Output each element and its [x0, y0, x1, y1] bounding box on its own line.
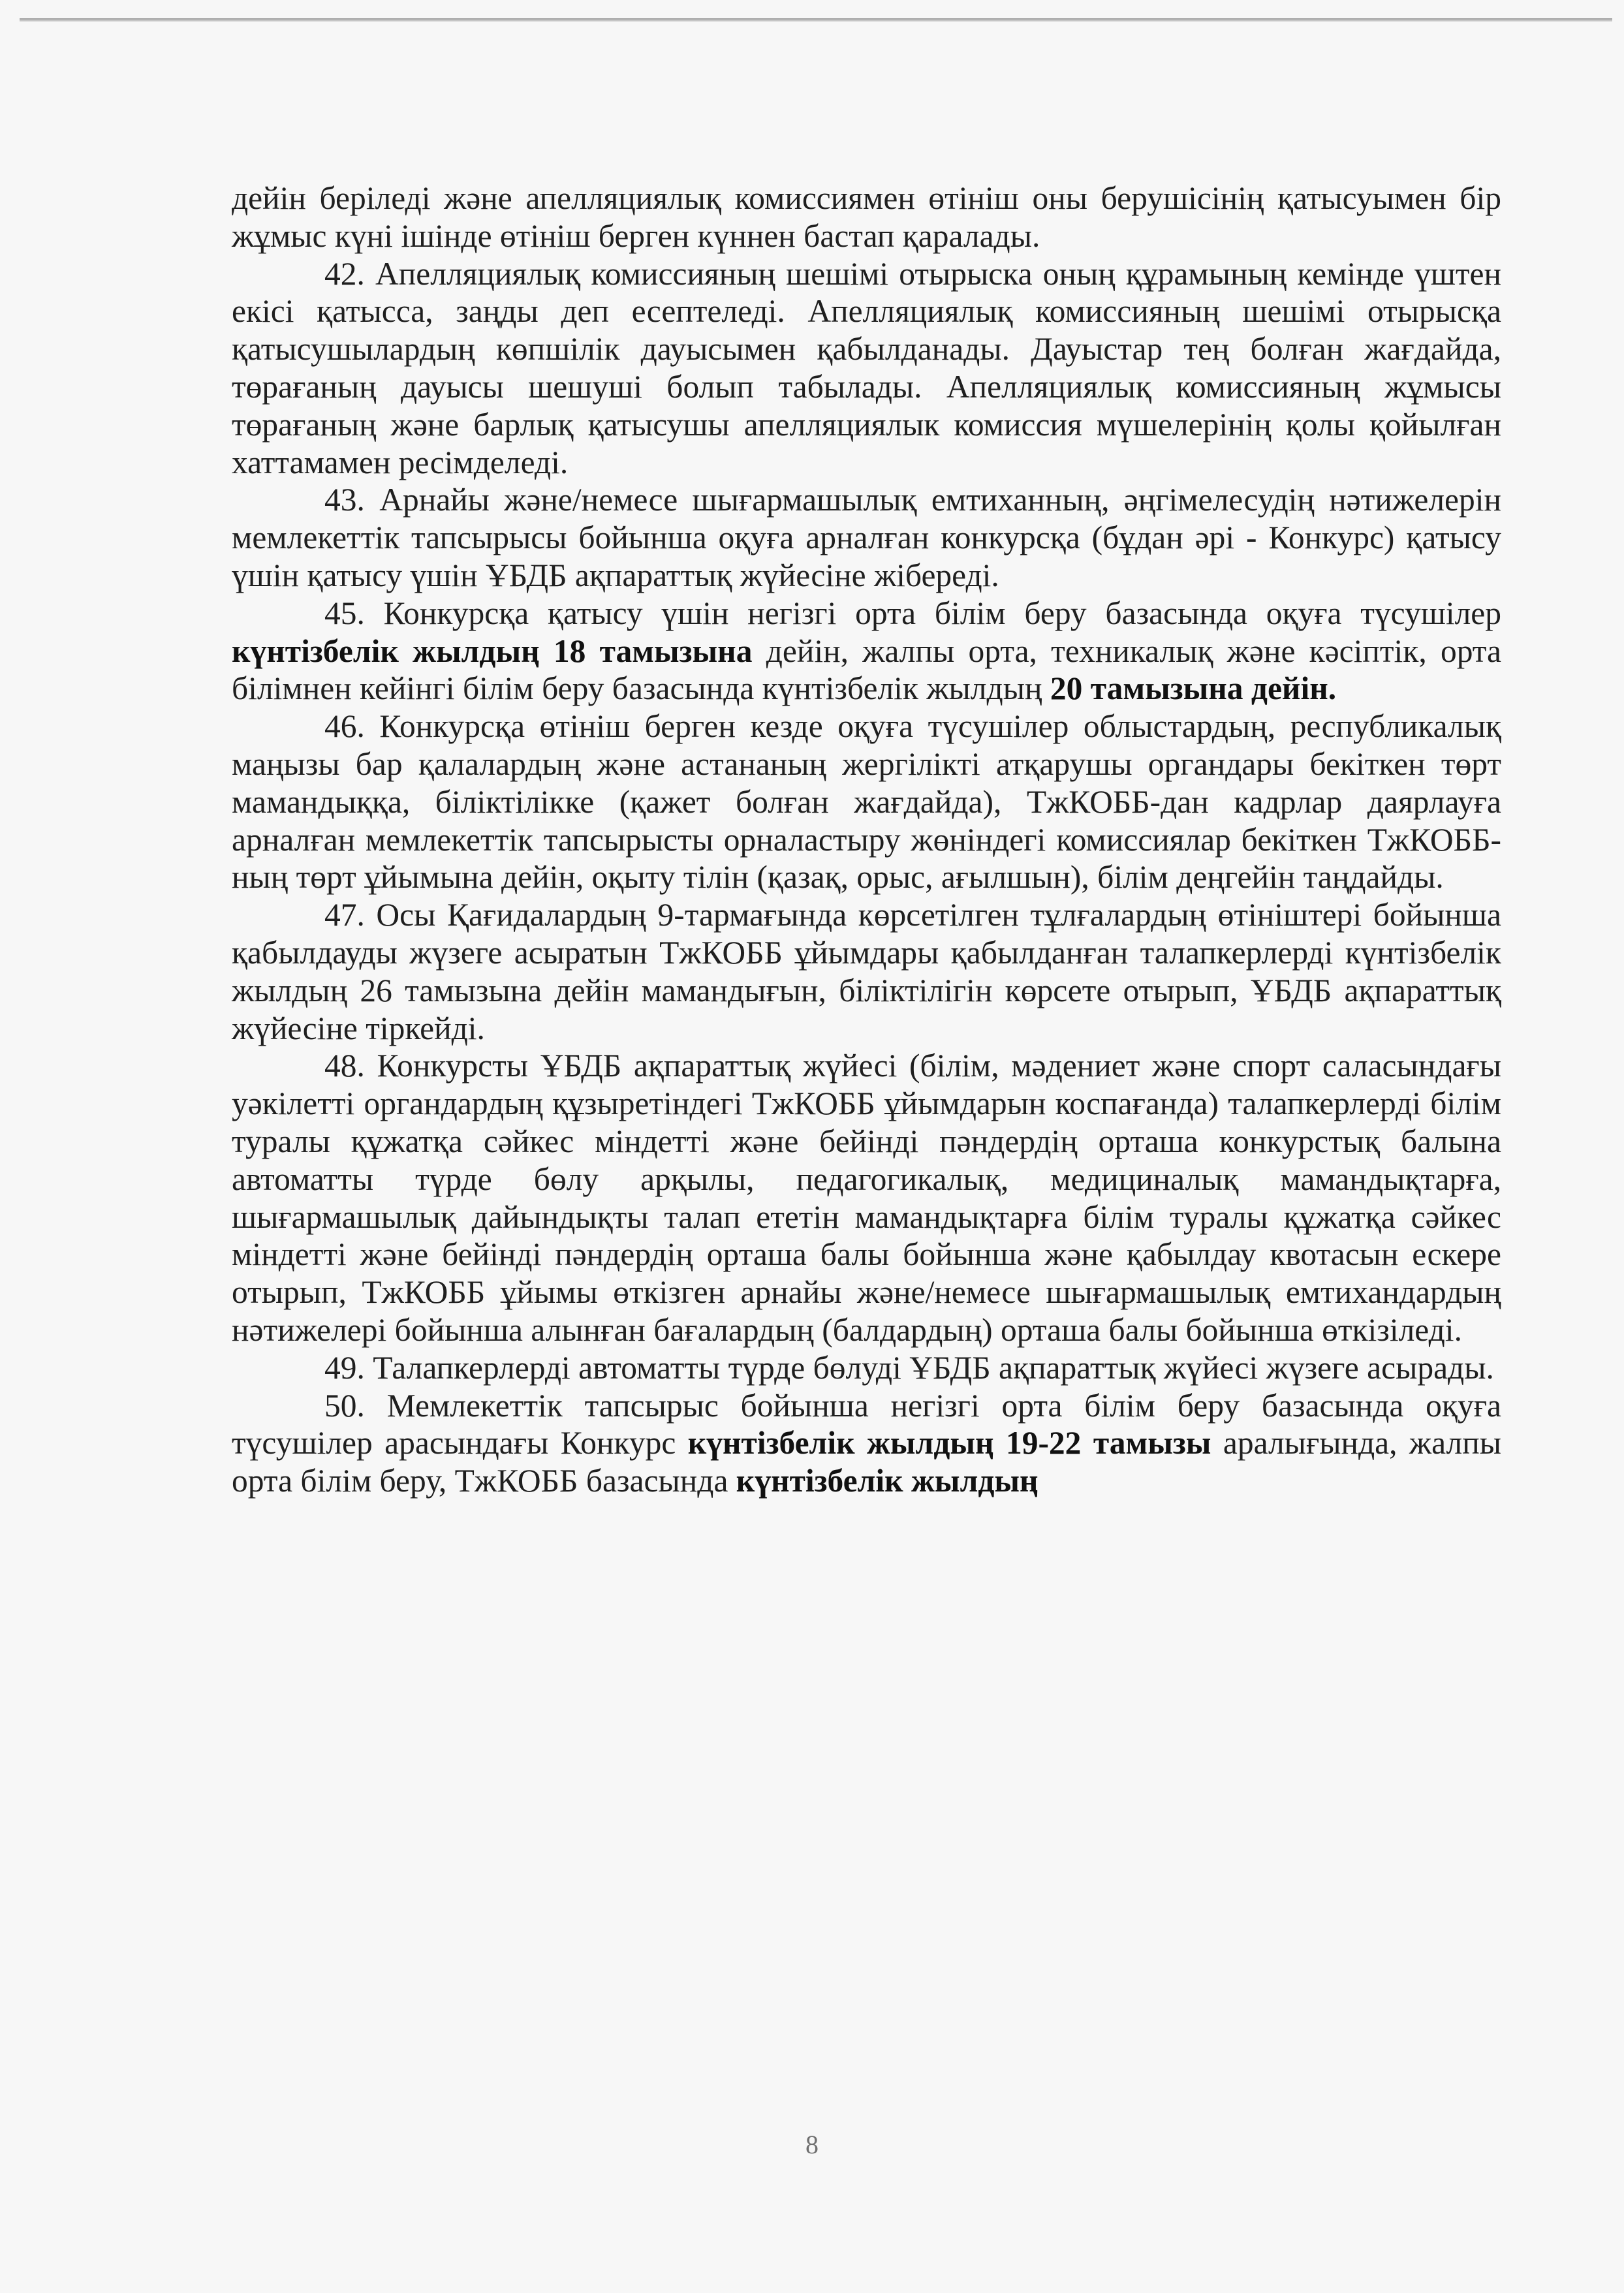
text-run: дейін, жалпы орта, техникалық және кәсіптік, орта білімнен кейінгі білім беру базасында күнтізбелік жылдың	[232, 632, 1501, 707]
bold-text: 20 тамызына дейін.	[1050, 670, 1337, 707]
text-run: 47. Осы Қағидалардың 9-тармағында көрсетілген тұлғалардың өтініштері бойынша қабылдауды жүзеге асыратын ТжКОББ ұйымдары қабылданған талапкерлерді күнтізбелік жылдың 26 тамызына дейін мамандығын, біліктілігін көрсете отырып, ҰБДБ ақпараттық жүйесіне тіркейді.	[232, 897, 1501, 1046]
text-run: 49. Талапкерлерді автоматты түрде бөлуді ҰБДБ ақпараттық жүйесі жүзеге асырады.	[324, 1349, 1494, 1386]
text-run: аралығында, жалпы орта білім беру, ТжКОББ базасында	[232, 1425, 1501, 1499]
document-body	[232, 179, 1501, 1500]
paragraph	[232, 1349, 1501, 1387]
bold-text: күнтізбелік жылдың 18 тамызына	[232, 632, 753, 669]
text-run: 46. Конкурсқа өтініш берген кезде оқуға түсушілер облыстардың, республикалық маңызы бар қалалардың және астананың жергілікті атқарушы органдары бекіткен төрт мамандыққа, біліктілікке (қажет болған жағдайда), ТжКОББ-дан кадрлар даярлауға арналған мемлекеттік тапсырысты орналастыру жөніндегі комиссиялар бекіткен ТжКОББ-ның төрт ұйымына дейін, оқыту тілін (қазақ, орыс, ағылшын), білім деңгейін таңдайды.	[232, 708, 1501, 896]
paragraph	[232, 1387, 1501, 1500]
text-run: дейін беріледі және апелляциялық комиссиямен өтініш оны берушісінің қатысуымен бір жұмыс күні ішінде өтініш берген күннен бастап қаралады.	[232, 180, 1501, 254]
paragraph	[232, 481, 1501, 594]
scan-top-edge	[20, 18, 1612, 22]
page-number: 8	[805, 2130, 819, 2159]
paragraph	[232, 255, 1501, 482]
paragraph	[232, 595, 1501, 708]
text-run: 50. Мемлекеттік тапсырыс бойынша негізгі орта білім беру базасында оқуға түсушілер арасындағы Конкурс	[232, 1387, 1501, 1461]
text-run: 42. Апелляциялық комиссияның шешімі отырыска оның құрамының кемінде үштен екісі қатысса, заңды деп есептеледі. Апелляциялық комиссияның шешімі отырысқа қатысушылардың көпшілік дауысымен қабылданады. Дауыстар тең болған жағдайда, төрағаның дауысы шешуші болып табылады. Апелляциялық комиссияның жұмысы төрағаның және барлық қатысушы апелляциялык комиссия мүшелерінің қолы қойылған хаттамамен ресімделеді.	[232, 255, 1501, 480]
bold-text: күнтізбелік жылдың 19-22 тамызы	[687, 1425, 1211, 1461]
paragraph	[232, 179, 1501, 255]
paragraph	[232, 708, 1501, 896]
bold-text: күнтізбелік жылдың	[736, 1463, 1038, 1499]
paragraph	[232, 896, 1501, 1047]
paragraph	[232, 1047, 1501, 1349]
text-run: 45. Конкурсқа қатысу үшін негізгі орта білім беру базасында оқуға түсушілер	[324, 595, 1501, 631]
text-run: 48. Конкурсты ҰБДБ ақпараттық жүйесі (білім, мәдениет және спорт саласындағы уәкілетті органдардың құзыретіндегі ТжКОББ ұйымдарын коспағанда) талапкерлерді білім туралы құжатқа сәйкес міндетті және бейінді пәндердің орташа конкурстық балына автоматты түрде бөлу арқылы, педагогикалық, медициналық мамандықтарға, шығармашылық дайындықты талап ететін мамандықтарға білім туралы құжатқа сәйкес міндетті және бейінді пәндердің орташа балы бойынша және қабылдау квотасын ескере отырып, ТжКОББ ұйымы өткізген арнайы және/немесе шығармашылық емтихандардың нәтижелері бойынша алынған бағалардың (балдардың) орташа балы бойынша өткізіледі.	[232, 1048, 1501, 1348]
text-run: 43. Арнайы және/немесе шығармашылық емтиханның, әңгімелесудің нәтижелерін мемлекеттік тапсырысы бойынша оқуға арналған конкурсқа (бұдан әрі - Конкурс) қатысу үшін қатысу үшін ҰБДБ ақпараттық жүйесіне жібереді.	[232, 482, 1501, 593]
